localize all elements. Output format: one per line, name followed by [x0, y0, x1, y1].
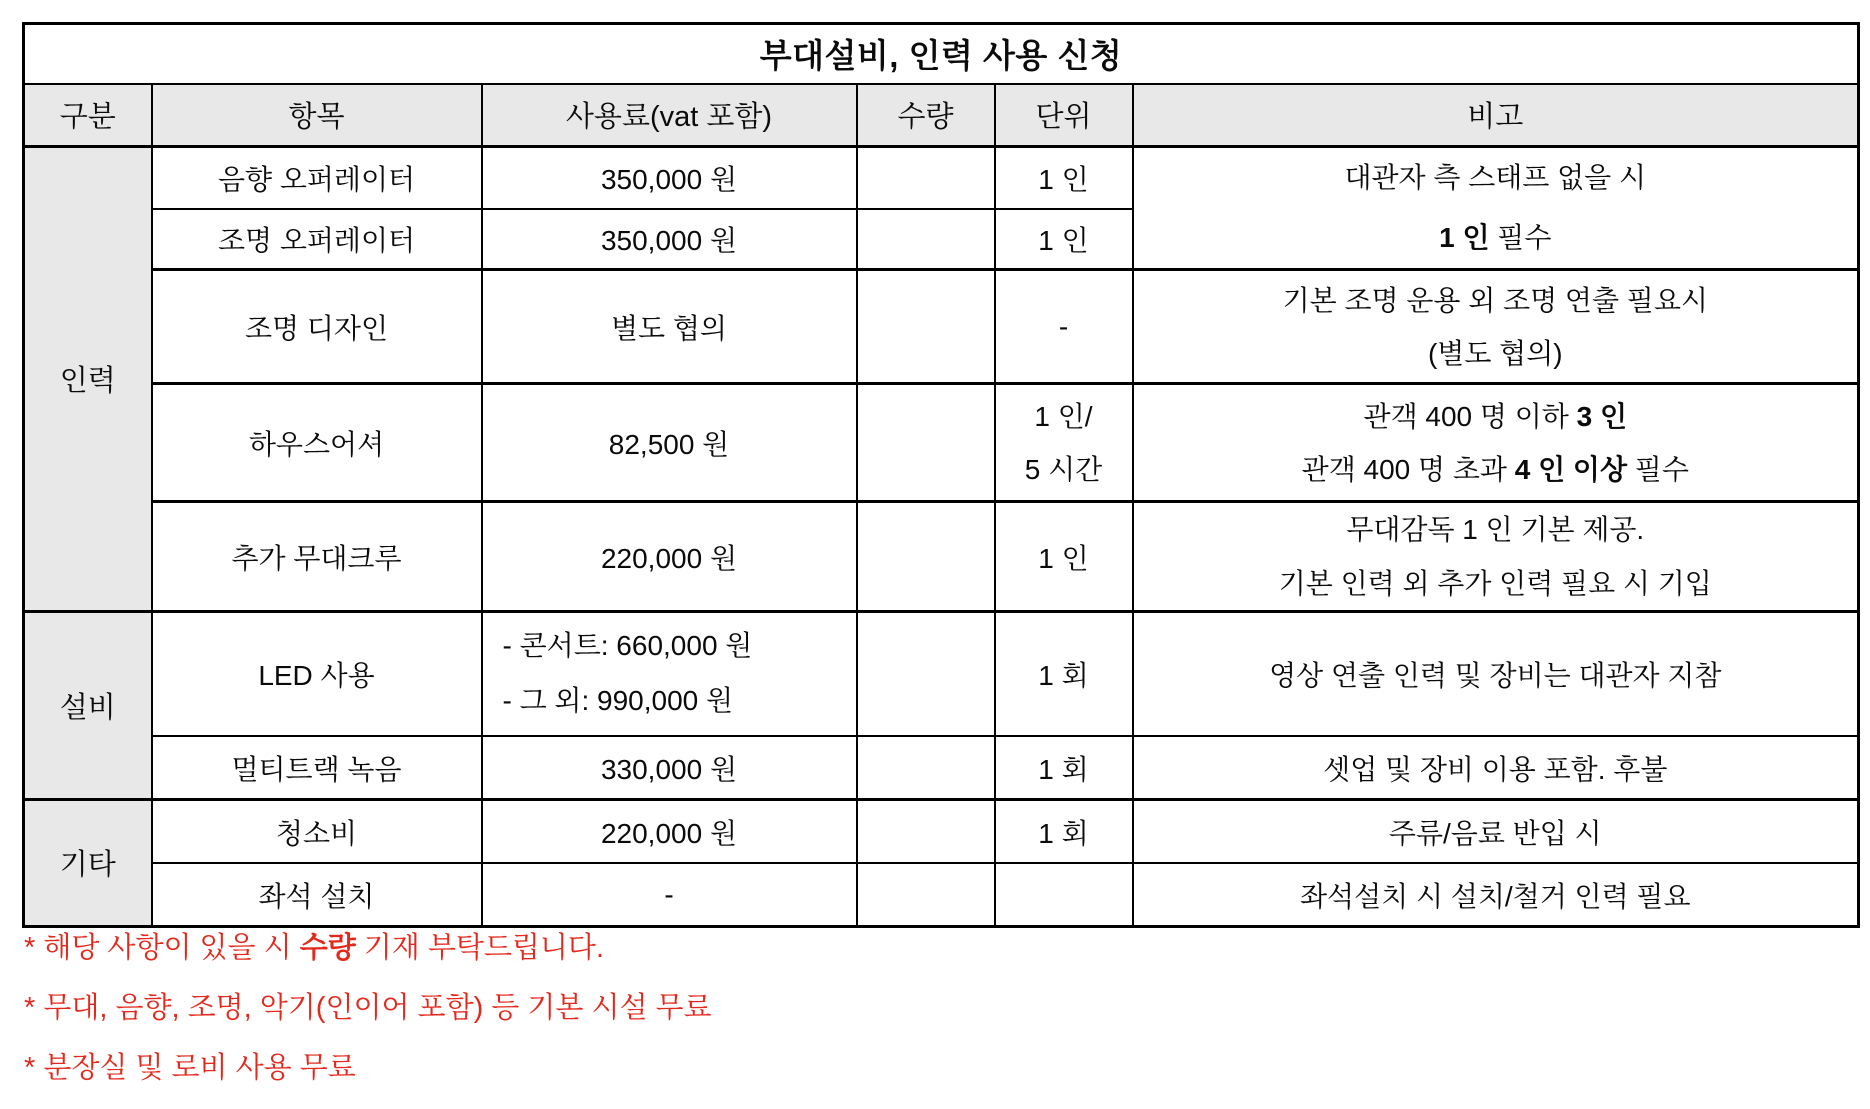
unit-cell: [995, 384, 1133, 502]
remarks-cell: [1133, 147, 1859, 270]
remarks-bold: 4 인 이상: [1514, 453, 1627, 485]
fee-cell: 330,000 원: [482, 736, 857, 799]
fees-table: [22, 22, 1860, 928]
item-cell: 청소비: [152, 799, 482, 863]
unit-cell: -: [995, 270, 1133, 384]
fee-cell: [482, 611, 857, 736]
remarks-cell: 영상 연출 인력 및 장비는 대관자 지참: [1133, 611, 1859, 736]
table-row: [24, 736, 1859, 799]
remarks-cell: [1133, 384, 1859, 502]
group-cell-personnel: 인력: [24, 147, 152, 612]
quantity-input-cell[interactable]: [857, 799, 995, 863]
footnote-free-rooms: * 분장실 및 로비 사용 무료: [24, 1052, 356, 1084]
table-row: [24, 863, 1859, 926]
table-row: [24, 270, 1859, 384]
item-cell: 조명 오퍼레이터: [152, 209, 482, 270]
item-cell: 음향 오퍼레이터: [152, 147, 482, 209]
remarks-bold: 1 인: [1439, 222, 1490, 254]
table-row: [24, 384, 1859, 502]
footnote-free-facilities: * 무대, 음향, 조명, 악기(인이어 포함) 등 기본 시설 무료: [24, 992, 712, 1024]
unit-cell: 1 회: [995, 611, 1133, 736]
remarks-cell: [1133, 270, 1859, 384]
unit-cell: 1 회: [995, 736, 1133, 799]
item-cell: 추가 무대크루: [152, 502, 482, 611]
remarks-line: 대관자 측 스태프 없을 시: [1344, 162, 1647, 193]
item-cell: LED 사용: [152, 611, 482, 736]
quantity-input-cell[interactable]: [857, 147, 995, 209]
col-header-quantity: 수량: [857, 84, 995, 147]
col-header-unit: 단위: [995, 84, 1133, 147]
group-cell-facility: 설비: [24, 611, 152, 799]
unit-cell: [995, 863, 1133, 926]
fee-cell: -: [482, 863, 857, 926]
col-header-item: 항목: [152, 84, 482, 147]
unit-cell: 1 인: [995, 502, 1133, 611]
fee-cell: 별도 협의: [482, 270, 857, 384]
fee-cell: 350,000 원: [482, 209, 857, 270]
quantity-input-cell[interactable]: [857, 209, 995, 270]
item-cell: 하우스어셔: [152, 384, 482, 502]
quantity-input-cell[interactable]: [857, 384, 995, 502]
remarks-cell: [1133, 502, 1859, 611]
col-header-remarks: 비고: [1133, 84, 1859, 147]
remarks-line: (별도 협의): [1427, 337, 1563, 369]
remarks-line: 기본 조명 운용 외 조명 연출 필요시: [1282, 284, 1708, 316]
remarks-bold: 3 인: [1576, 400, 1627, 432]
header-row: [24, 84, 1859, 147]
remarks-cell: 주류/음료 반입 시: [1133, 799, 1859, 863]
unit-cell: 1 회: [995, 799, 1133, 863]
fee-cell: 220,000 원: [482, 799, 857, 863]
fee-cell: 220,000 원: [482, 502, 857, 611]
quantity-input-cell[interactable]: [857, 611, 995, 736]
col-header-category: 구분: [24, 84, 152, 147]
remarks-line: 필수: [1489, 222, 1552, 254]
table-row: [24, 799, 1859, 863]
table-row: [24, 147, 1859, 209]
table-title: 부대설비, 인력 사용 신청: [24, 24, 1859, 84]
group-cell-others: 기타: [24, 799, 152, 926]
fee-line: - 그 외: 990,000 원: [502, 685, 734, 716]
fee-line: - 콘서트: 660,000 원: [502, 630, 753, 662]
quantity-input-cell[interactable]: [857, 270, 995, 384]
unit-line: 5 시간: [1024, 453, 1103, 485]
remarks-cell: 좌석설치 시 설치/철거 인력 필요: [1133, 863, 1859, 926]
table-row: [24, 502, 1859, 611]
fee-cell: 350,000 원: [482, 147, 857, 209]
unit-cell: 1 인: [995, 209, 1133, 270]
remarks-line: 필수: [1627, 453, 1689, 485]
footnote-quantity: [24, 931, 1824, 965]
item-cell: 좌석 설치: [152, 863, 482, 926]
unit-cell: 1 인: [995, 147, 1133, 209]
footnote-text: 기재 부탁드립니다.: [355, 932, 605, 964]
col-header-fee: 사용료(vat 포함): [482, 84, 857, 147]
table-row: [24, 24, 1859, 84]
quantity-input-cell[interactable]: [857, 502, 995, 611]
red-footnotes: [24, 931, 1824, 1109]
remarks-line: 기본 인력 외 추가 인력 필요 시 기입: [1278, 567, 1712, 599]
fee-cell: 82,500 원: [482, 384, 857, 502]
item-cell: 조명 디자인: [152, 270, 482, 384]
remarks-line: 관객 400 명 초과: [1301, 453, 1515, 485]
table-row: [24, 611, 1859, 736]
remarks-line: 관객 400 명 이하: [1363, 400, 1577, 432]
item-cell: 멀티트랙 녹음: [152, 736, 482, 799]
quantity-input-cell[interactable]: [857, 736, 995, 799]
footnote-text: * 해당 사항이 있을 시: [24, 932, 300, 964]
remarks-line: 무대감독 1 인 기본 제공.: [1346, 514, 1645, 546]
remarks-cell: 셋업 및 장비 이용 포함. 후불: [1133, 736, 1859, 799]
unit-line: 1 인/: [1034, 400, 1093, 432]
quantity-input-cell[interactable]: [857, 863, 995, 926]
footnote-bold: 수량: [299, 932, 356, 964]
